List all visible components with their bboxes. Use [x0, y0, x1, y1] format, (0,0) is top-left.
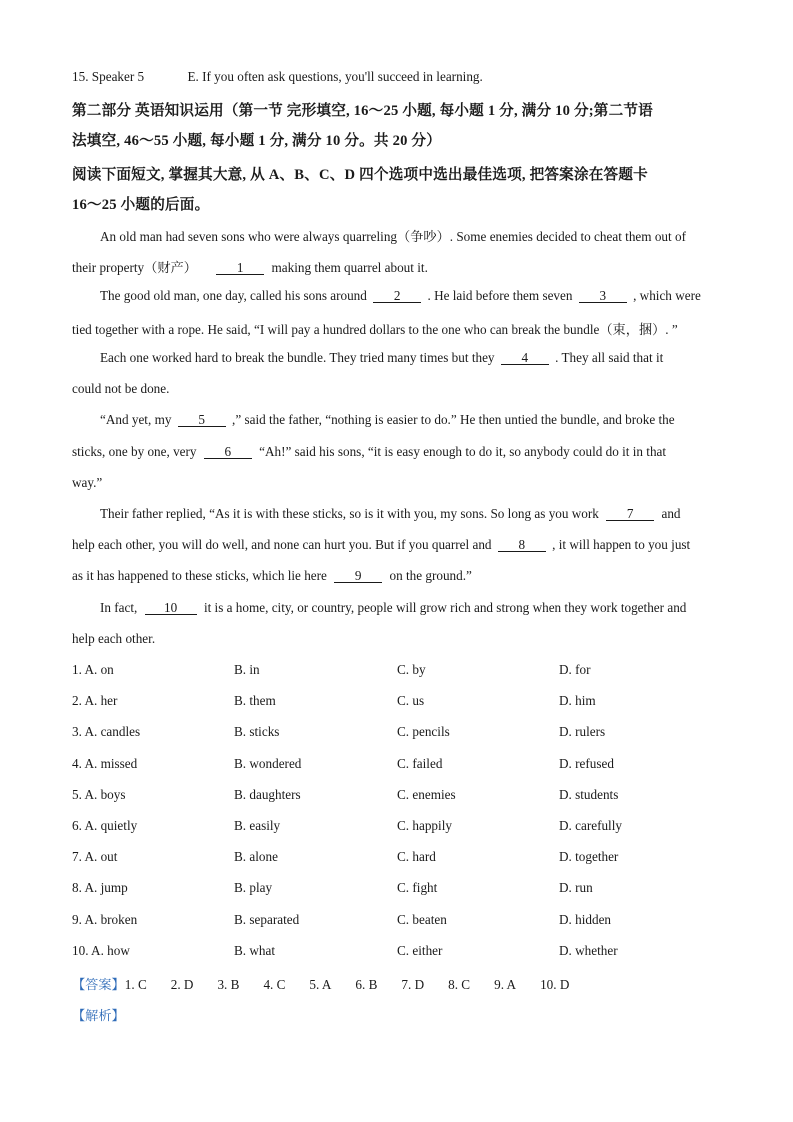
question-9-option-d: D. hidden: [559, 911, 612, 927]
blank-4: 4: [501, 351, 549, 365]
blank-6: 6: [204, 445, 252, 459]
passage-p2a: [100, 288, 701, 304]
question-1-option-a: 1. A. on: [72, 662, 114, 677]
speaker-label: 15. Speaker 5: [72, 69, 145, 84]
text-fragment: and: [661, 506, 681, 521]
question-10-option-d: D. whether: [559, 942, 618, 958]
blank-10: 10: [145, 601, 197, 615]
passage-p1a: An old man had seven sons who were always quarreling（争吵）. Some enemies decided to cheat them out of: [100, 229, 686, 244]
answer-item: 2. D: [170, 977, 194, 992]
passage-p3b: could not be done.: [72, 381, 170, 396]
text-fragment: help each other, you will do well, and none can hurt you. But if you quarrel and: [72, 537, 492, 552]
speaker-line: [72, 69, 483, 85]
question-8-option-a: 8. A. jump: [72, 880, 128, 896]
question-5-option-a: 5. A. boys: [72, 786, 126, 802]
question-9-option-a: 9. A. broken: [72, 911, 138, 927]
question-4-option-d: D. refused: [559, 755, 614, 771]
answer-line: [72, 974, 593, 993]
question-6-option-b: B. easily: [234, 818, 281, 833]
question-1-option-d: D. for: [559, 662, 591, 677]
text-fragment: on the ground.”: [389, 568, 472, 583]
question-3-option-d: D. rulers: [559, 724, 606, 740]
answer-item: 9. A: [494, 977, 517, 992]
question-7-option-b: B. alone: [234, 849, 278, 865]
question-1-option-b: B. in: [234, 662, 260, 677]
passage-p1b: [72, 257, 428, 276]
question-2-option-b: B. them: [234, 693, 276, 709]
question-8-option-b: B. play: [234, 880, 273, 896]
instruction-line2: 16～25 小题的后面。: [72, 197, 210, 213]
answer-item: 6. B: [355, 977, 378, 992]
answer-item: 10. D: [540, 977, 570, 992]
answer-item: 8. C: [448, 977, 471, 992]
question-10-option-a: 10. A. how: [72, 942, 130, 958]
blank-3: 3: [579, 289, 627, 303]
question-9-option-c: C. beaten: [397, 911, 447, 927]
text-fragment: their property（财产）: [72, 260, 197, 275]
question-7-option-d: D. together: [559, 849, 619, 865]
text-fragment: , which were: [633, 288, 701, 303]
text-fragment: , it will happen to you just: [552, 537, 691, 552]
blank-5: 5: [178, 413, 226, 427]
passage-p4c: way.”: [72, 475, 103, 490]
text-fragment: . They all said that it: [555, 350, 664, 365]
question-3-option-a: 3. A. candles: [72, 724, 141, 740]
blank-2: 2: [373, 289, 421, 303]
passage-p2b: tied together with a rope. He said, “I will pay a hundred dollars to the one who can break the bundle（束，捆）. ”: [72, 322, 678, 337]
question-2-option-d: D. him: [559, 693, 596, 709]
question-7-option-c: C. hard: [397, 849, 436, 865]
question-4-option-b: B. wondered: [234, 755, 302, 771]
text-fragment: Each one worked hard to break the bundle. They tried many times but they: [100, 350, 495, 365]
question-7-option-a: 7. A. out: [72, 849, 118, 865]
question-2-option-a: 2. A. her: [72, 693, 118, 709]
question-2-option-c: C. us: [397, 693, 425, 709]
passage-p4a: [100, 412, 675, 428]
question-5-option-d: D. students: [559, 786, 619, 802]
blank-8: 8: [498, 538, 546, 552]
text-fragment: Their father replied, “As it is with these sticks, so is it with you, my sons. So long as you work: [100, 506, 599, 521]
passage-p3a: [100, 350, 663, 366]
question-10-option-b: B. what: [234, 942, 276, 958]
text-fragment: In fact,: [100, 600, 138, 615]
answer-tag: 【答案】: [72, 977, 125, 992]
passage-p5a: [100, 506, 681, 522]
answer-item: 5. A: [309, 977, 332, 992]
question-6-option-c: C. happily: [397, 818, 452, 833]
text-fragment: it is a home, city, or country, people will grow rich and strong when they work together and: [203, 600, 687, 615]
question-6-option-d: D. carefully: [559, 818, 622, 833]
section-heading-line2: 法填空, 46～55 小题, 每小题 1 分, 满分 10 分。共 20 分）: [72, 133, 441, 149]
answer-item: 1. C: [124, 977, 147, 992]
passage-p5c: [72, 568, 472, 584]
passage-p5b: [72, 537, 690, 553]
answer-item: 3. B: [217, 977, 240, 992]
text-fragment: “Ah!” said his sons, “it is easy enough to do it, so anybody could do it in that: [259, 444, 667, 459]
question-3-option-c: C. pencils: [397, 724, 450, 740]
question-8-option-d: D. run: [559, 880, 593, 896]
question-3-option-b: B. sticks: [234, 724, 280, 740]
analysis-tag: 【解析】: [72, 1008, 125, 1023]
text-fragment: sticks, one by one, very: [72, 444, 197, 459]
passage-p6b: help each other.: [72, 631, 156, 646]
question-10-option-c: C. either: [397, 942, 443, 958]
text-fragment: . He laid before them seven: [427, 288, 573, 303]
question-5-option-c: C. enemies: [397, 786, 456, 802]
passage-p6a: [100, 600, 686, 616]
answer-item: 7. D: [401, 977, 425, 992]
answer-item: 4. C: [263, 977, 286, 992]
blank-7: 7: [606, 507, 654, 521]
text-fragment: The good old man, one day, called his sons around: [100, 288, 367, 303]
question-6-option-a: 6. A. quietly: [72, 818, 138, 833]
question-4-option-a: 4. A. missed: [72, 755, 138, 771]
question-5-option-b: B. daughters: [234, 786, 301, 802]
text-fragment: ,” said the father, “nothing is easier to do.” He then untied the bundle, and broke the: [232, 412, 675, 427]
question-9-option-b: B. separated: [234, 911, 300, 927]
section-heading-line1: 第二部分 英语知识运用（第一节 完形填空, 16～25 小题, 每小题 1 分, 满分 10 分;第二节语: [72, 103, 653, 119]
text-fragment: “And yet, my: [100, 412, 172, 427]
instruction-line1: 阅读下面短文, 掌握其大意, 从 A、B、C、D 四个选项中选出最佳选项, 把答案涂在答题卡: [72, 167, 648, 183]
blank-9: 9: [334, 569, 382, 583]
blank-1: 1: [216, 261, 264, 275]
text-fragment: as it has happened to these sticks, which lie here: [72, 568, 327, 583]
question-1-option-c: C. by: [397, 662, 426, 677]
question-8-option-c: C. fight: [397, 880, 438, 896]
speaker-text: E. If you often ask questions, you'll succeed in learning.: [187, 69, 483, 84]
passage-p4b: [72, 444, 666, 460]
question-4-option-c: C. failed: [397, 755, 443, 771]
text-fragment: making them quarrel about it.: [271, 260, 428, 275]
